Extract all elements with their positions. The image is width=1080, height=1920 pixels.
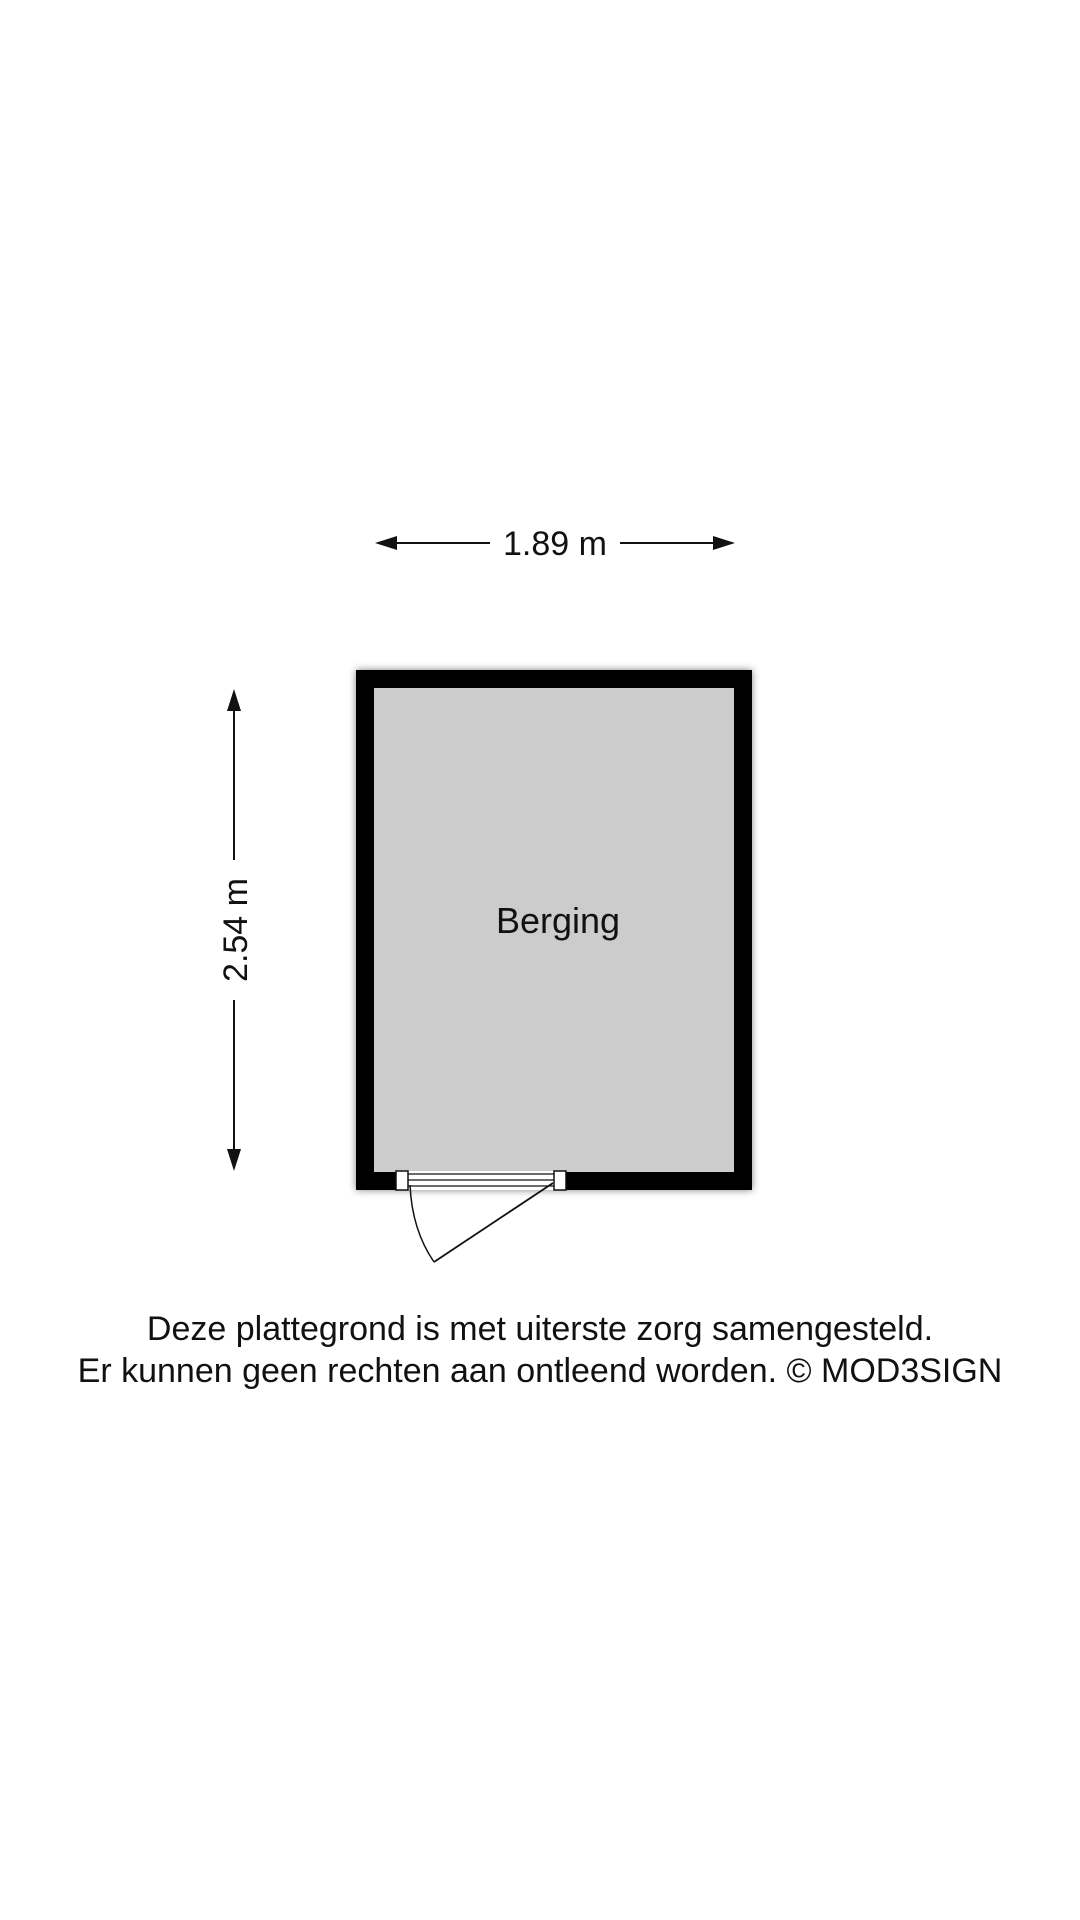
height-dimension — [217, 689, 255, 1171]
door-leaf — [434, 1183, 553, 1262]
door-frame-right — [554, 1171, 566, 1190]
door-swing-icon — [396, 1171, 566, 1262]
arrow-left-icon — [375, 536, 397, 550]
disclaimer-line-1: Deze plattegrond is met uiterste zorg samengesteld. — [146, 1310, 934, 1348]
arrow-right-icon — [713, 536, 735, 550]
width-label: 1.89 m — [503, 525, 607, 563]
room-label: Berging — [495, 900, 621, 941]
height-label: 2.54 m — [217, 878, 255, 982]
room-berging — [356, 670, 752, 1190]
arrow-down-icon — [227, 1149, 241, 1171]
width-dimension — [375, 525, 735, 563]
disclaimer-line-2: Er kunnen geen rechten aan ontleend worden. © MOD3SIGN — [77, 1352, 1003, 1390]
arrow-up-icon — [227, 689, 241, 711]
door-frame-left — [396, 1171, 408, 1190]
door-swing-arc — [410, 1185, 434, 1262]
